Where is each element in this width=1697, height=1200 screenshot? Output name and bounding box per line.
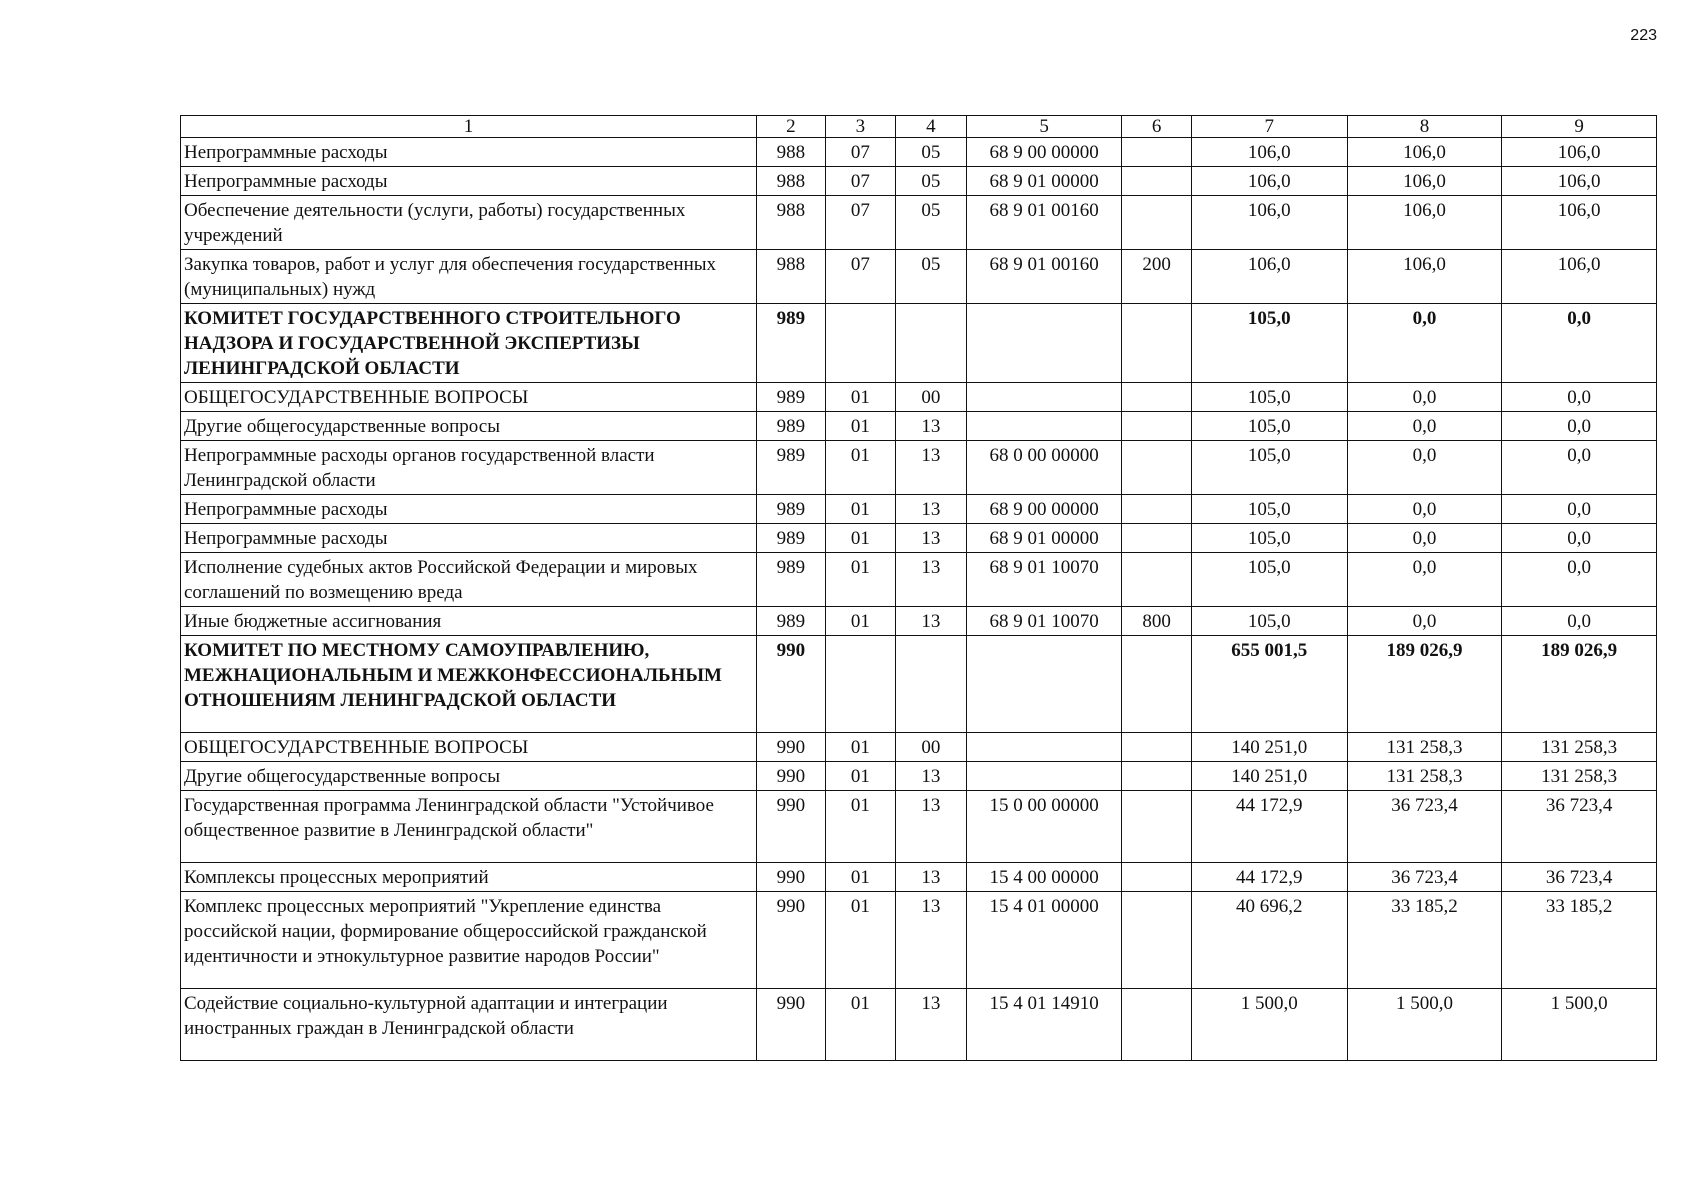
cell-expense-type [1122, 791, 1192, 863]
cell-subsection: 13 [896, 863, 967, 892]
cell-admin-code: 990 [757, 892, 826, 989]
column-number: 8 [1347, 116, 1502, 138]
column-number-row [181, 116, 1657, 138]
cell-amount-7: 40 696,2 [1191, 892, 1347, 989]
cell-target-article: 15 0 00 00000 [966, 791, 1122, 863]
row-name: Обеспечение деятельности (услуги, работы) государственных учреждений [181, 196, 757, 250]
table-row [181, 304, 1657, 383]
cell-admin-code: 989 [757, 383, 826, 412]
cell-expense-type [1122, 989, 1192, 1061]
cell-expense-type [1122, 138, 1192, 167]
cell-subsection [896, 304, 967, 383]
cell-subsection: 13 [896, 553, 967, 607]
cell-amount-8: 0,0 [1347, 607, 1502, 636]
cell-expense-type [1122, 733, 1192, 762]
cell-target-article [966, 636, 1122, 733]
cell-amount-7: 105,0 [1191, 412, 1347, 441]
cell-amount-8: 106,0 [1347, 250, 1502, 304]
cell-section: 01 [825, 733, 896, 762]
cell-section: 01 [825, 524, 896, 553]
budget-table [180, 115, 1657, 1061]
cell-amount-7: 140 251,0 [1191, 762, 1347, 791]
cell-subsection: 00 [896, 733, 967, 762]
cell-amount-9: 131 258,3 [1502, 762, 1657, 791]
cell-admin-code: 989 [757, 495, 826, 524]
cell-subsection: 13 [896, 762, 967, 791]
row-name: Непрограммные расходы органов государственной власти Ленинградской области [181, 441, 757, 495]
cell-expense-type: 800 [1122, 607, 1192, 636]
column-number: 1 [181, 116, 757, 138]
cell-amount-7: 106,0 [1191, 196, 1347, 250]
page-number: 223 [1630, 27, 1657, 44]
cell-expense-type [1122, 892, 1192, 989]
cell-expense-type [1122, 553, 1192, 607]
cell-section: 01 [825, 383, 896, 412]
table-row [181, 383, 1657, 412]
cell-expense-type [1122, 495, 1192, 524]
cell-amount-8: 0,0 [1347, 524, 1502, 553]
cell-amount-8: 189 026,9 [1347, 636, 1502, 733]
cell-amount-9: 106,0 [1502, 250, 1657, 304]
cell-target-article: 15 4 01 00000 [966, 892, 1122, 989]
cell-amount-7: 655 001,5 [1191, 636, 1347, 733]
cell-expense-type [1122, 196, 1192, 250]
cell-subsection: 13 [896, 441, 967, 495]
cell-section: 07 [825, 250, 896, 304]
cell-target-article: 68 9 01 10070 [966, 607, 1122, 636]
cell-amount-7: 1 500,0 [1191, 989, 1347, 1061]
cell-amount-7: 106,0 [1191, 138, 1347, 167]
cell-amount-9: 33 185,2 [1502, 892, 1657, 989]
cell-amount-9: 189 026,9 [1502, 636, 1657, 733]
cell-admin-code: 989 [757, 607, 826, 636]
row-name: Другие общегосударственные вопросы [181, 762, 757, 791]
cell-amount-8: 33 185,2 [1347, 892, 1502, 989]
cell-section: 01 [825, 412, 896, 441]
cell-subsection: 05 [896, 250, 967, 304]
cell-admin-code: 990 [757, 762, 826, 791]
row-name: Содействие социально-культурной адаптации и интеграции иностранных граждан в Ленинградской области [181, 989, 757, 1061]
cell-amount-8: 1 500,0 [1347, 989, 1502, 1061]
cell-amount-7: 140 251,0 [1191, 733, 1347, 762]
cell-section: 07 [825, 196, 896, 250]
cell-subsection: 13 [896, 524, 967, 553]
cell-target-article: 68 9 01 00160 [966, 250, 1122, 304]
table-row [181, 250, 1657, 304]
row-name: ОБЩЕГОСУДАРСТВЕННЫЕ ВОПРОСЫ [181, 733, 757, 762]
cell-target-article [966, 383, 1122, 412]
table-row [181, 553, 1657, 607]
column-number: 5 [966, 116, 1122, 138]
table-row [181, 524, 1657, 553]
cell-amount-9: 0,0 [1502, 383, 1657, 412]
cell-admin-code: 988 [757, 138, 826, 167]
table-row [181, 495, 1657, 524]
cell-admin-code: 990 [757, 989, 826, 1061]
cell-expense-type [1122, 441, 1192, 495]
cell-expense-type [1122, 863, 1192, 892]
row-name: Комплекс процессных мероприятий "Укрепление единства российской нации, формирование общероссийской гражданской идентичности и этнокультурное развитие народов России" [181, 892, 757, 989]
cell-admin-code: 989 [757, 553, 826, 607]
cell-amount-7: 105,0 [1191, 383, 1347, 412]
cell-subsection: 13 [896, 495, 967, 524]
cell-subsection: 05 [896, 167, 967, 196]
cell-target-article: 68 9 01 00160 [966, 196, 1122, 250]
row-name: Иные бюджетные ассигнования [181, 607, 757, 636]
cell-amount-9: 36 723,4 [1502, 791, 1657, 863]
table-row [181, 196, 1657, 250]
cell-admin-code: 988 [757, 250, 826, 304]
row-name: КОМИТЕТ ГОСУДАРСТВЕННОГО СТРОИТЕЛЬНОГО НАДЗОРА И ГОСУДАРСТВЕННОЙ ЭКСПЕРТИЗЫ ЛЕНИНГРАДСКОЙ ОБЛАСТИ [181, 304, 757, 383]
cell-section: 01 [825, 607, 896, 636]
column-number: 3 [825, 116, 896, 138]
cell-subsection: 05 [896, 138, 967, 167]
cell-subsection: 00 [896, 383, 967, 412]
cell-section: 07 [825, 138, 896, 167]
cell-amount-8: 106,0 [1347, 196, 1502, 250]
cell-subsection: 05 [896, 196, 967, 250]
cell-subsection: 13 [896, 892, 967, 989]
cell-amount-8: 0,0 [1347, 553, 1502, 607]
cell-target-article [966, 304, 1122, 383]
cell-expense-type [1122, 412, 1192, 441]
cell-section: 01 [825, 553, 896, 607]
cell-section: 07 [825, 167, 896, 196]
cell-amount-7: 105,0 [1191, 607, 1347, 636]
cell-amount-9: 1 500,0 [1502, 989, 1657, 1061]
cell-admin-code: 989 [757, 524, 826, 553]
column-number: 6 [1122, 116, 1192, 138]
cell-expense-type [1122, 304, 1192, 383]
cell-amount-7: 105,0 [1191, 524, 1347, 553]
cell-target-article: 68 9 01 10070 [966, 553, 1122, 607]
cell-amount-9: 106,0 [1502, 167, 1657, 196]
cell-amount-7: 44 172,9 [1191, 863, 1347, 892]
cell-section [825, 636, 896, 733]
table-row [181, 636, 1657, 733]
cell-section: 01 [825, 892, 896, 989]
column-number: 4 [896, 116, 967, 138]
table-row [181, 138, 1657, 167]
cell-amount-8: 0,0 [1347, 383, 1502, 412]
row-name: Непрограммные расходы [181, 138, 757, 167]
row-name: Комплексы процессных мероприятий [181, 863, 757, 892]
column-number: 7 [1191, 116, 1347, 138]
cell-amount-7: 105,0 [1191, 304, 1347, 383]
table-row [181, 762, 1657, 791]
cell-target-article: 15 4 01 14910 [966, 989, 1122, 1061]
cell-section: 01 [825, 495, 896, 524]
cell-amount-7: 106,0 [1191, 250, 1347, 304]
cell-amount-8: 106,0 [1347, 138, 1502, 167]
cell-expense-type [1122, 383, 1192, 412]
cell-amount-9: 0,0 [1502, 524, 1657, 553]
cell-amount-8: 36 723,4 [1347, 791, 1502, 863]
cell-amount-9: 36 723,4 [1502, 863, 1657, 892]
cell-amount-9: 0,0 [1502, 441, 1657, 495]
cell-subsection: 13 [896, 607, 967, 636]
cell-subsection: 13 [896, 412, 967, 441]
row-name: Исполнение судебных актов Российской Федерации и мировых соглашений по возмещению вреда [181, 553, 757, 607]
cell-target-article: 68 0 00 00000 [966, 441, 1122, 495]
cell-amount-8: 0,0 [1347, 441, 1502, 495]
cell-target-article [966, 412, 1122, 441]
cell-amount-8: 36 723,4 [1347, 863, 1502, 892]
cell-target-article: 68 9 00 00000 [966, 138, 1122, 167]
cell-expense-type [1122, 524, 1192, 553]
cell-section: 01 [825, 989, 896, 1061]
cell-target-article: 68 9 01 00000 [966, 167, 1122, 196]
table-row [181, 863, 1657, 892]
cell-amount-9: 131 258,3 [1502, 733, 1657, 762]
cell-amount-9: 106,0 [1502, 196, 1657, 250]
cell-section: 01 [825, 863, 896, 892]
row-name: Непрограммные расходы [181, 524, 757, 553]
table-row [181, 791, 1657, 863]
cell-admin-code: 989 [757, 304, 826, 383]
cell-amount-8: 0,0 [1347, 495, 1502, 524]
row-name: Другие общегосударственные вопросы [181, 412, 757, 441]
cell-amount-8: 0,0 [1347, 412, 1502, 441]
cell-admin-code: 989 [757, 412, 826, 441]
cell-amount-9: 0,0 [1502, 607, 1657, 636]
table-row [181, 989, 1657, 1061]
row-name: Государственная программа Ленинградской области "Устойчивое общественное развитие в Ленинградской области" [181, 791, 757, 863]
cell-admin-code: 990 [757, 791, 826, 863]
cell-amount-9: 0,0 [1502, 553, 1657, 607]
cell-amount-9: 0,0 [1502, 495, 1657, 524]
column-number: 9 [1502, 116, 1657, 138]
table-row [181, 892, 1657, 989]
cell-target-article [966, 733, 1122, 762]
table-row [181, 733, 1657, 762]
cell-section: 01 [825, 791, 896, 863]
cell-expense-type [1122, 636, 1192, 733]
cell-admin-code: 990 [757, 733, 826, 762]
table-row [181, 412, 1657, 441]
row-name: Закупка товаров, работ и услуг для обеспечения государственных (муниципальных) нужд [181, 250, 757, 304]
cell-section [825, 304, 896, 383]
cell-expense-type [1122, 762, 1192, 791]
cell-section: 01 [825, 441, 896, 495]
cell-target-article: 68 9 00 00000 [966, 495, 1122, 524]
cell-expense-type: 200 [1122, 250, 1192, 304]
cell-admin-code: 990 [757, 636, 826, 733]
cell-amount-8: 0,0 [1347, 304, 1502, 383]
table-row [181, 167, 1657, 196]
cell-amount-9: 106,0 [1502, 138, 1657, 167]
cell-amount-7: 105,0 [1191, 495, 1347, 524]
cell-amount-7: 105,0 [1191, 441, 1347, 495]
cell-amount-7: 105,0 [1191, 553, 1347, 607]
cell-amount-7: 106,0 [1191, 167, 1347, 196]
cell-amount-9: 0,0 [1502, 412, 1657, 441]
cell-subsection: 13 [896, 791, 967, 863]
row-name: КОМИТЕТ ПО МЕСТНОМУ САМОУПРАВЛЕНИЮ, МЕЖНАЦИОНАЛЬНЫМ И МЕЖКОНФЕССИОНАЛЬНЫМ ОТНОШЕНИЯМ ЛЕНИНГРАДСКОЙ ОБЛАСТИ [181, 636, 757, 733]
cell-admin-code: 989 [757, 441, 826, 495]
cell-amount-8: 131 258,3 [1347, 762, 1502, 791]
cell-target-article [966, 762, 1122, 791]
row-name: Непрограммные расходы [181, 167, 757, 196]
cell-subsection [896, 636, 967, 733]
row-name: ОБЩЕГОСУДАРСТВЕННЫЕ ВОПРОСЫ [181, 383, 757, 412]
cell-admin-code: 988 [757, 196, 826, 250]
cell-amount-8: 131 258,3 [1347, 733, 1502, 762]
table-row [181, 607, 1657, 636]
cell-amount-7: 44 172,9 [1191, 791, 1347, 863]
cell-target-article: 68 9 01 00000 [966, 524, 1122, 553]
cell-section: 01 [825, 762, 896, 791]
cell-admin-code: 988 [757, 167, 826, 196]
cell-amount-8: 106,0 [1347, 167, 1502, 196]
row-name: Непрограммные расходы [181, 495, 757, 524]
cell-expense-type [1122, 167, 1192, 196]
cell-subsection: 13 [896, 989, 967, 1061]
cell-amount-9: 0,0 [1502, 304, 1657, 383]
table-row [181, 441, 1657, 495]
cell-admin-code: 990 [757, 863, 826, 892]
cell-target-article: 15 4 00 00000 [966, 863, 1122, 892]
column-number: 2 [757, 116, 826, 138]
